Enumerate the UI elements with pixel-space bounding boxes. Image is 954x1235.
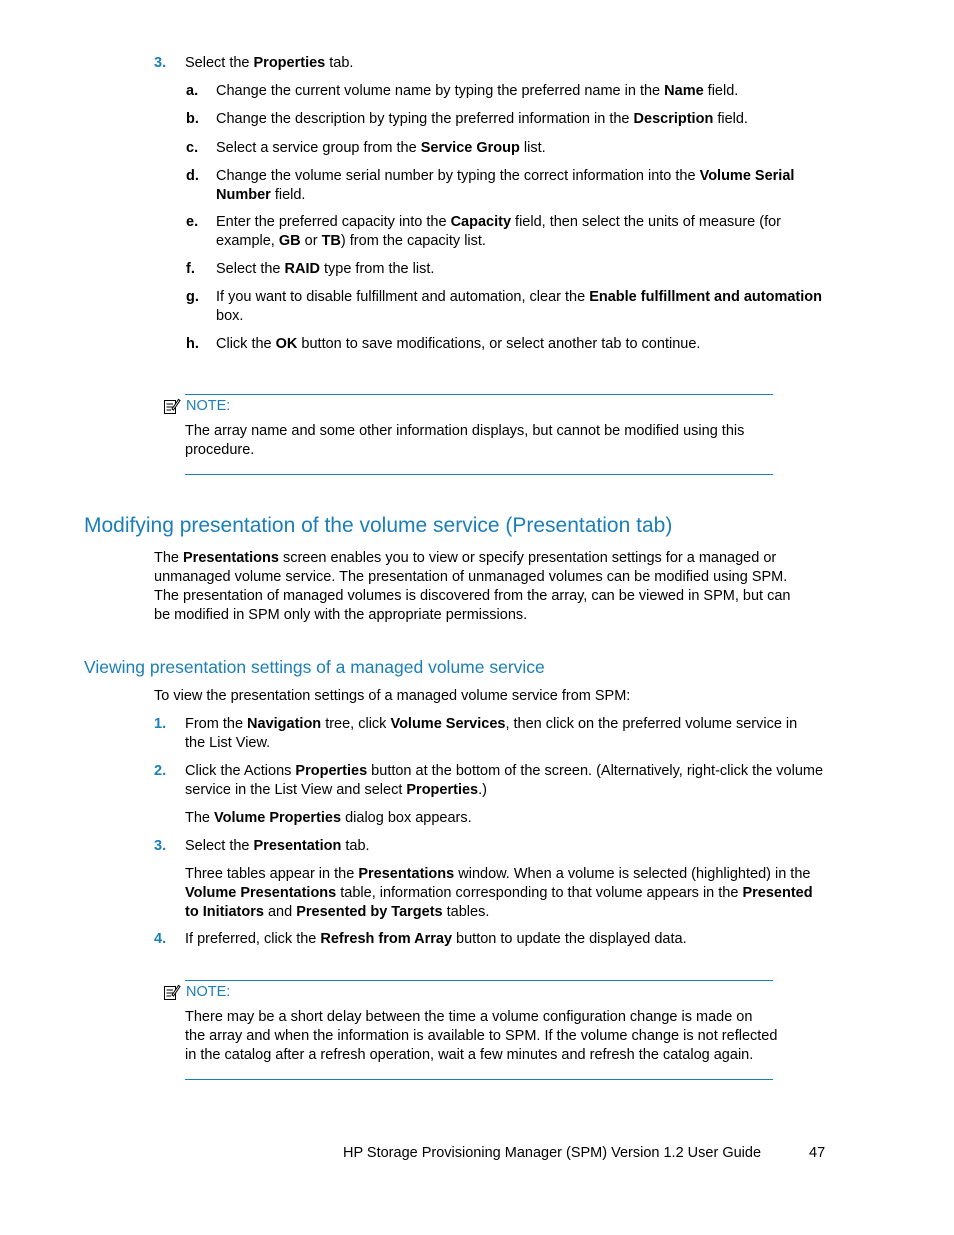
text-run-bold: Presented by Targets <box>296 904 443 920</box>
text-run-bold: Volume Services <box>390 716 506 732</box>
step-number: 3. <box>154 838 167 854</box>
text-run: .) <box>478 782 487 798</box>
text-run: be modified in SPM only with the appropriate permissions. <box>154 607 528 623</box>
note-top-rule <box>185 980 773 981</box>
note-bottom-rule <box>185 1079 773 1080</box>
text-run: button to save modifications, or select another tab to continue. <box>297 336 701 352</box>
step-result-line <box>185 865 810 884</box>
note-top-rule <box>185 394 773 395</box>
text-run-bold: Presentations <box>358 866 455 882</box>
text-run: screen enables you to view or specify presentation settings for a managed or <box>278 550 777 566</box>
paragraph-line <box>154 587 790 606</box>
step-number: 3. <box>154 55 167 71</box>
text-run-bold: Presentations <box>183 550 279 566</box>
substep-text-line <box>216 260 434 279</box>
substep-text-line <box>216 307 243 326</box>
step-text-line <box>185 930 687 949</box>
text-run: field. <box>703 83 739 99</box>
paragraph-line <box>154 549 776 568</box>
substep-text-line <box>216 82 738 101</box>
text-run: The presentation of managed volumes is discovered from the array, can be viewed in SPM, but can <box>154 588 791 604</box>
text-run: box. <box>216 308 244 324</box>
text-run-bold: to Initiators <box>185 904 264 920</box>
text-run: field. <box>713 111 748 127</box>
text-run: Select the <box>185 55 254 71</box>
text-run-bold: Service Group <box>420 140 520 156</box>
note-text-line: There may be a short delay between the time a volume configuration change is made on <box>185 1009 753 1025</box>
text-run-bold: TB <box>321 233 341 249</box>
step-text-line <box>185 734 270 753</box>
text-run: Change the description by typing the preferred information in the <box>216 111 634 127</box>
text-run: Select the <box>185 838 254 854</box>
text-run-bold: Enable fulfillment and automation <box>589 289 823 305</box>
text-run: If preferred, click the <box>185 931 321 947</box>
text-run-bold: Navigation <box>247 716 322 732</box>
text-run-bold: Capacity <box>450 214 512 230</box>
text-run: type from the list. <box>319 261 435 277</box>
note-bottom-rule <box>185 474 773 475</box>
text-run: , then click on the preferred volume service in <box>505 716 798 732</box>
subsection-heading: Viewing presentation settings of a managed volume service <box>84 657 545 677</box>
text-run: dialog box appears. <box>341 810 472 826</box>
text-run: Enter the preferred capacity into the <box>216 214 451 230</box>
text-run-bold: Refresh from Array <box>320 931 453 947</box>
text-run: From the <box>185 716 248 732</box>
substep-text-line <box>216 186 305 205</box>
text-run: If you want to disable fulfillment and automation, clear the <box>216 289 590 305</box>
text-run: field. <box>270 187 306 203</box>
section-heading: Modifying presentation of the volume service (Presentation tab) <box>84 514 673 537</box>
text-run: tab. <box>341 838 370 854</box>
text-run: tree, click <box>321 716 391 732</box>
text-run-bold: GB <box>278 233 301 249</box>
text-run: Select the <box>216 261 285 277</box>
substep-letter: d. <box>186 168 199 184</box>
text-run: ) from the capacity list. <box>340 233 486 249</box>
substep-letter: a. <box>186 83 199 99</box>
substep-text-line <box>216 110 748 129</box>
text-run-bold: Volume Properties <box>214 810 342 826</box>
text-run: unmanaged volume service. The presentation of unmanaged volumes can be modified using SPM. <box>154 569 788 585</box>
text-run-bold: Name <box>664 83 704 99</box>
text-run: window. When a volume is selected (highlighted) in the <box>454 866 811 882</box>
step-text-line <box>185 715 797 734</box>
text-run: Change the volume serial number by typing the correct information into the <box>216 168 700 184</box>
text-run-bold: Number <box>216 187 271 203</box>
footer-title: HP Storage Provisioning Manager (SPM) Version 1.2 User Guide <box>343 1145 762 1161</box>
step-text-line <box>185 762 823 781</box>
text-run: list. <box>519 140 546 156</box>
text-run-bold: Volume Presentations <box>185 885 337 901</box>
text-run: Three tables appear in the <box>185 866 359 882</box>
text-run-bold: Description <box>633 111 714 127</box>
text-run: or <box>300 233 322 249</box>
text-run: The <box>185 810 215 826</box>
text-run: field, then select the units of measure (for <box>511 214 782 230</box>
step-number: 1. <box>154 716 167 732</box>
text-run: tables. <box>442 904 490 920</box>
note-label: NOTE: <box>186 984 231 1000</box>
note-icon <box>163 983 181 1005</box>
text-run-bold: Presented <box>742 885 813 901</box>
substep-letter: f. <box>186 261 195 277</box>
text-run: the List View. <box>185 735 271 751</box>
step-number: 4. <box>154 931 167 947</box>
note-text-line: in the catalog after a refresh operation, wait a few minutes and refresh the catalog again. <box>185 1047 754 1063</box>
step-number: 2. <box>154 763 167 779</box>
substep-text-line <box>216 232 486 251</box>
step-result-line <box>185 809 472 828</box>
text-run-bold: RAID <box>284 261 320 277</box>
text-run-bold: Properties <box>253 55 326 71</box>
substep-letter: b. <box>186 111 199 127</box>
substep-letter: e. <box>186 214 199 230</box>
substep-letter: g. <box>186 289 199 305</box>
text-run: table, information corresponding to that volume appears in the <box>336 885 743 901</box>
text-run: tab. <box>325 55 354 71</box>
note-icon <box>163 397 181 419</box>
text-run-bold: Presentation <box>253 838 342 854</box>
substep-text-line <box>216 213 781 232</box>
text-run-bold: Properties <box>295 763 368 779</box>
text-run: button at the bottom of the screen. (Alternatively, right-click the volume <box>367 763 824 779</box>
note-text-line: The array name and some other information displays, but cannot be modified using this <box>185 423 745 439</box>
substep-letter: c. <box>186 140 199 156</box>
text-run: and <box>263 904 297 920</box>
substep-text-line <box>216 335 700 354</box>
text-run: Select a service group from the <box>216 140 421 156</box>
text-run: service in the List View and select <box>185 782 407 798</box>
text-run: button to update the displayed data. <box>452 931 687 947</box>
step-result-line <box>185 903 489 922</box>
substep-letter: h. <box>186 336 199 352</box>
paragraph-line <box>154 568 787 587</box>
text-run-bold: Volume Serial <box>699 168 795 184</box>
note-text-line: procedure. <box>185 442 255 458</box>
text-run: example, <box>216 233 279 249</box>
substep-text-line <box>216 288 822 307</box>
page-number: 47 <box>809 1145 826 1161</box>
step-text-line <box>185 781 487 800</box>
step-text-line <box>185 837 370 856</box>
substep-text-line <box>216 139 546 158</box>
text-run-bold: Properties <box>406 782 479 798</box>
note-label: NOTE: <box>186 398 231 414</box>
intro-text: To view the presentation settings of a managed volume service from SPM: <box>154 688 631 704</box>
text-run: Click the <box>216 336 276 352</box>
paragraph-line <box>154 606 527 625</box>
text-run: Change the current volume name by typing the preferred name in the <box>216 83 665 99</box>
text-run: Click the Actions <box>185 763 296 779</box>
text-run-bold: OK <box>275 336 298 352</box>
note-text-line: the array and when the information is available to SPM. If the volume change is not reflected <box>185 1028 778 1044</box>
substep-text-line <box>216 167 794 186</box>
text-run: The <box>154 550 184 566</box>
step-result-line <box>185 884 813 903</box>
step-text <box>185 54 353 73</box>
